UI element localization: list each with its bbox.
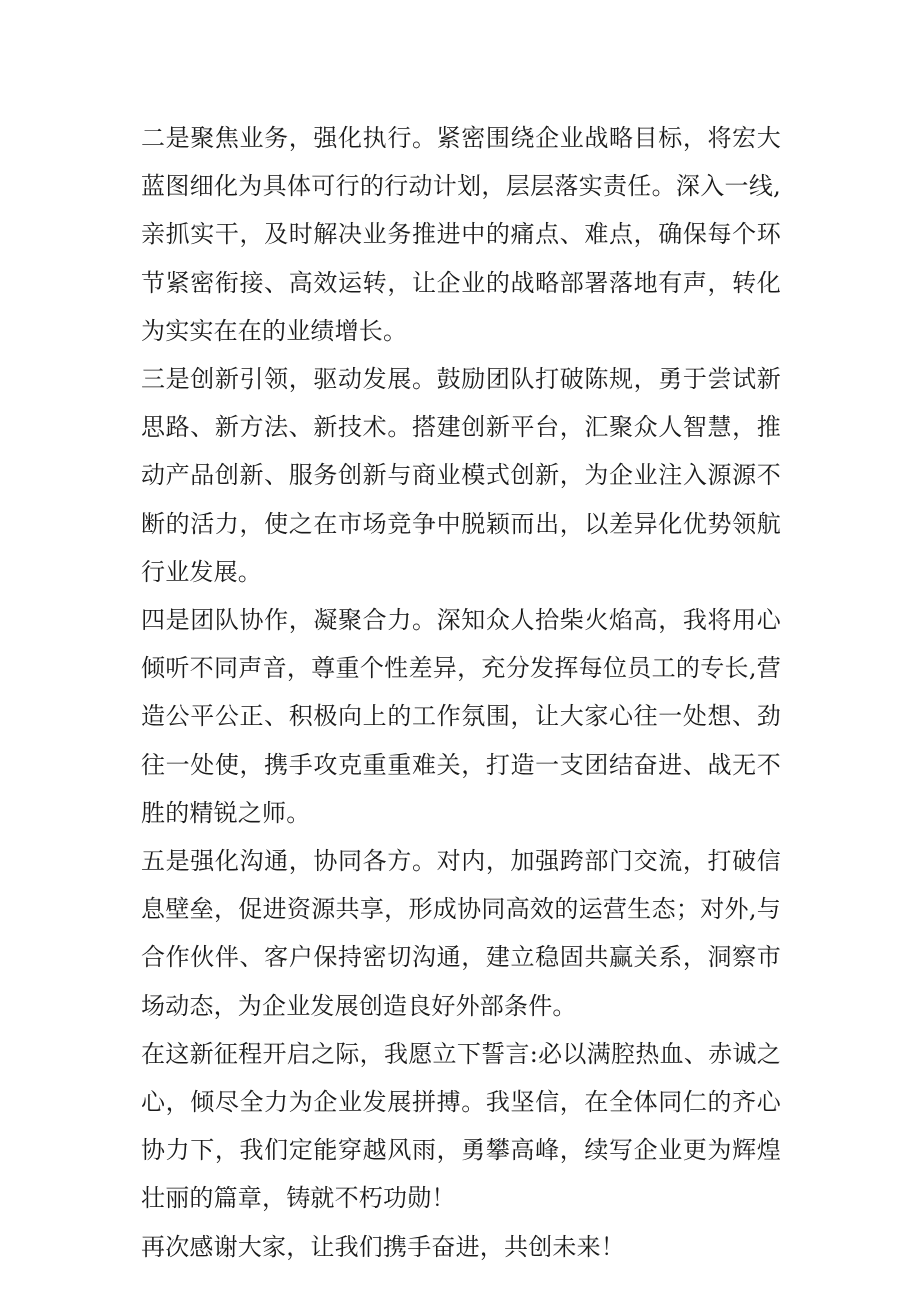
document-body xyxy=(141,114,781,1271)
paragraph-innovation: 三是创新引领，驱动发展。鼓励团队打破陈规，勇于尝试新思路、新方法、新技术。搭建创新平台，汇聚众人智慧，推动产品创新、服务创新与商业模式创新，为企业注入源源不断的活力，使之在市场竞争中脱颖而出，以差异化优势领航行业发展。 xyxy=(141,365,781,586)
paragraph-teamwork: 四是团队协作，凝聚合力。深知众人拾柴火焰高，我将用心倾听不同声音，尊重个性差异，充分发挥每位员工的专长,营造公平公正、积极向上的工作氛围，让大家心往一处想、劲往一处使，携手攻克重重难关，打造一支团结奋进、战无不胜的精锐之师。 xyxy=(141,606,781,827)
paragraph-communication: 五是强化沟通，协同各方。对内，加强跨部门交流，打破信息壁垒，促进资源共享，形成协同高效的运营生态；对外,与合作伙伴、客户保持密切沟通，建立稳固共赢关系，洞察市场动态，为企业发展创造良好外部条件。 xyxy=(141,847,781,1020)
paragraph-pledge: 在这新征程开启之际，我愿立下誓言:必以满腔热血、赤诚之心，倾尽全力为企业发展拼搏。我坚信，在全体同仁的齐心协力下，我们定能穿越风雨，勇攀高峰，续写企业更为辉煌壮丽的篇章，铸就不朽功勋！ xyxy=(141,1039,781,1213)
paragraph-focus-business: 二是聚焦业务，强化执行。紧密围绕企业战略目标，将宏大蓝图细化为具体可行的行动计划，层层落实责任。深入一线,亲抓实干，及时解决业务推进中的痛点、难点，确保每个环节紧密衔接、高效运转，让企业的战略部署落地有声，转化为实实在在的业绩增长。 xyxy=(141,124,781,345)
paragraph-closing-thanks: 再次感谢大家，让我们携手奋进，共创未来！ xyxy=(141,1232,625,1261)
